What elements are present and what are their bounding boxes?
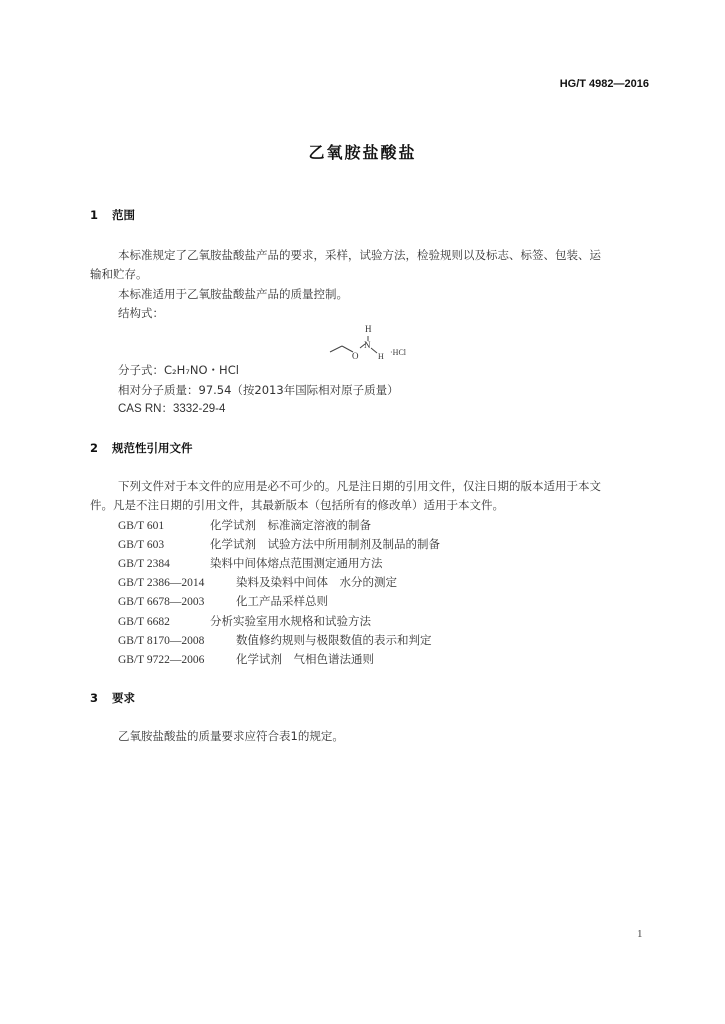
reference-title: 化工产品采样总则 [236,594,328,608]
normative-intro-line-2: 件。凡是不注日期的引用文件，其最新版本（包括所有的修改单）适用于本文件。 [90,498,504,512]
reference-item [118,535,440,555]
reference-title: 化学试剂 试验方法中所用制剂及制品的制备 [210,537,440,551]
atom-h-top: H [365,324,372,334]
reference-code: GB/T 2384 [118,558,170,570]
structure-label: 结构式： [118,306,164,320]
section-2-title: 规范性引用文件 [112,441,193,455]
section-3-heading [90,690,135,706]
reference-item [118,592,328,612]
structural-formula [325,322,425,366]
section-3-number: 3 [90,691,99,705]
reference-title: 化学试剂 气相色谱法通则 [236,652,374,666]
reference-code: GB/T 601 [118,520,165,532]
document-title: 乙氧胺盐酸盐 [308,143,417,162]
bond-line [371,348,377,353]
bond-line [330,346,342,352]
molecular-weight: 相对分子质量：97.54（按2013年国际相对原子质量） [118,383,399,397]
reference-code: GB/T 603 [118,539,165,551]
section-1-number: 1 [90,208,99,222]
section-3-title: 要求 [112,691,135,705]
cas-number: CAS RN：3332-29-4 [118,403,226,415]
reference-title: 分析实验室用水规格和试验方法 [210,614,371,628]
reference-item [118,573,397,593]
reference-code: GB/T 2386—2014 [118,577,205,589]
reference-item [118,631,432,651]
applicability-paragraph: 本标准适用于乙氧胺盐酸盐产品的质量控制。 [118,287,348,301]
scope-paragraph-line-2: 输和贮存。 [90,267,148,281]
section-2-number: 2 [90,441,99,455]
requirements-paragraph: 乙氧胺盐酸盐的质量要求应符合表1的规定。 [118,729,344,743]
reference-title: 染料及染料中间体 水分的测定 [236,575,397,589]
section-2-heading [90,440,193,456]
molecular-formula: 分子式：C₂H₇NO・HCl [118,363,239,377]
standard-number: HG/T 4982—2016 [559,78,649,90]
reference-item [118,612,371,632]
reference-item [118,650,374,670]
reference-code: GB/T 9722—2006 [118,654,205,666]
atom-n: N [364,340,371,350]
reference-title: 染料中间体熔点范围测定通用方法 [210,556,383,570]
page-number: 1 [637,928,643,940]
atom-o: O [352,351,359,361]
section-1-heading [90,207,135,223]
scope-paragraph-line-1: 本标准规定了乙氧胺盐酸盐产品的要求，采样，试验方法，检验规则以及标志、标签、包装、运 [118,248,601,262]
reference-title: 化学试剂 标准滴定溶液的制备 [210,518,371,532]
hcl-label: ·HCl [390,348,406,357]
reference-code: GB/T 6678—2003 [118,596,205,608]
reference-item [118,554,383,574]
section-1-title: 范围 [112,208,135,222]
normative-intro-line-1: 下列文件对于本文件的应用是必不可少的。凡是注日期的引用文件，仅注日期的版本适用于本文 [118,479,601,493]
reference-code: GB/T 6682 [118,616,170,628]
atom-h-bottom: H [378,352,384,361]
reference-title: 数值修约规则与极限数值的表示和判定 [236,633,432,647]
reference-code: GB/T 8170—2008 [118,635,205,647]
reference-item [118,516,371,536]
